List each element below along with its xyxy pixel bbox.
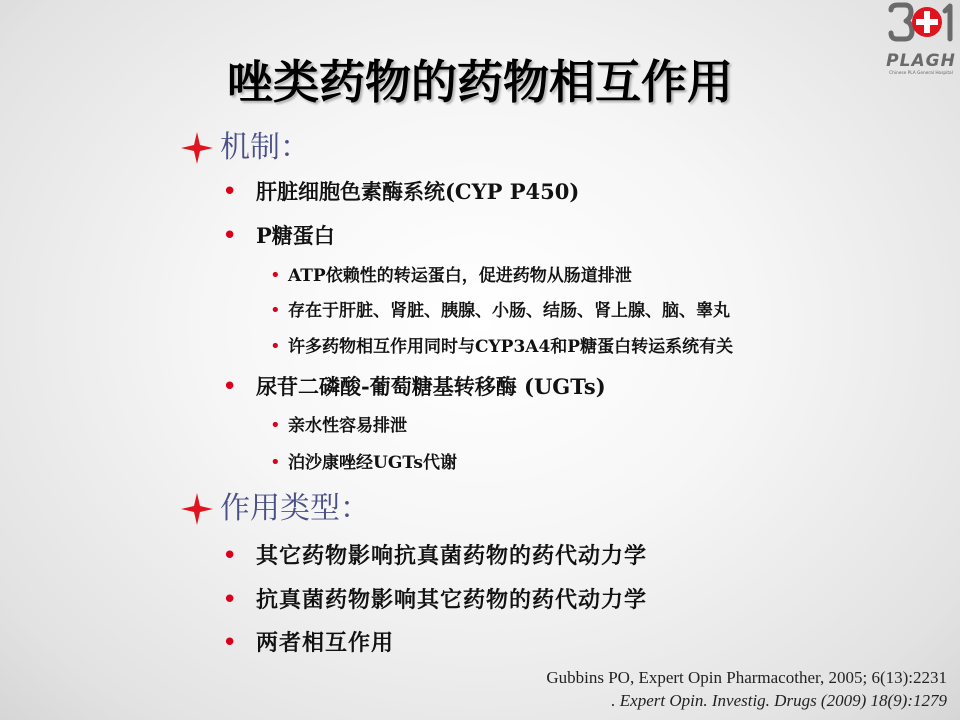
- list-item: [222, 371, 606, 403]
- list-item-text: 尿苷二磷酸-葡萄糖基转移酶 (UGTs): [256, 374, 606, 399]
- bullet-dot-icon: •: [270, 415, 281, 436]
- sub-list-item: [270, 413, 407, 439]
- reference-line: . Expert Opin. Investig. Drugs (2009) 18(9):1279: [611, 691, 947, 710]
- list-item-text: 抗真菌药物影响其它药物的药代动力学: [256, 587, 648, 613]
- reference-line: Gubbins PO, Expert Opin Pharmacother, 2005; 6(13):2231: [546, 668, 947, 687]
- logo-301-mark: [886, 2, 956, 54]
- sub-list-item-text: 许多药物相互作用同时与CYP3A4和P糖蛋白转运系统有关: [288, 337, 734, 357]
- sub-list-item: [270, 263, 632, 289]
- bullet-dot-icon: •: [270, 452, 281, 473]
- section-heading-interaction-types: [180, 489, 370, 529]
- sub-list-item: [270, 334, 733, 360]
- bullet-dot-icon: •: [222, 541, 238, 571]
- bullet-dot-icon: •: [270, 300, 281, 321]
- section-heading-label: 机制：: [220, 130, 310, 165]
- red-four-point-star-icon: [180, 492, 214, 526]
- bullet-dot-icon: •: [270, 265, 281, 286]
- sub-list-item: [270, 298, 730, 324]
- section-heading-mechanism: [180, 128, 310, 168]
- list-item: [222, 540, 647, 572]
- red-four-point-star-icon: [180, 131, 214, 165]
- sub-list-item: [270, 450, 457, 476]
- section-heading-label: 作用类型：: [220, 491, 370, 526]
- list-item-text: 肝脏细胞色素酶系统(CYP P450): [256, 179, 580, 204]
- bullet-dot-icon: •: [222, 177, 238, 207]
- list-item-text: 两者相互作用: [256, 630, 395, 656]
- bullet-dot-icon: •: [222, 372, 238, 402]
- list-item: [222, 220, 335, 252]
- references: [546, 666, 947, 712]
- sub-list-item-text: 泊沙康唑经UGTs代谢: [288, 453, 458, 473]
- list-item: [222, 627, 394, 659]
- bullet-dot-icon: •: [222, 221, 238, 251]
- list-item: [222, 584, 647, 616]
- bullet-dot-icon: •: [222, 628, 238, 658]
- sub-list-item-text: 亲水性容易排泄: [288, 416, 407, 436]
- bullet-dot-icon: •: [270, 336, 281, 357]
- list-item-text: P糖蛋白: [256, 223, 335, 248]
- logo-subtitle: Chinese PLA General Hospital: [889, 71, 953, 76]
- list-item-text: 其它药物影响抗真菌药物的药代动力学: [256, 543, 648, 569]
- slide-title: 唑类药物的药物相互作用: [227, 55, 733, 109]
- list-item: [222, 176, 579, 208]
- bullet-dot-icon: •: [222, 585, 238, 615]
- logo-text: PLAGH: [886, 51, 956, 71]
- sub-list-item-text: 存在于肝脏、肾脏、胰腺、小肠、结肠、肾上腺、脑、睾丸: [288, 301, 730, 321]
- sub-list-item-text: ATP依赖性的转运蛋白，促进药物从肠道排泄: [288, 266, 632, 286]
